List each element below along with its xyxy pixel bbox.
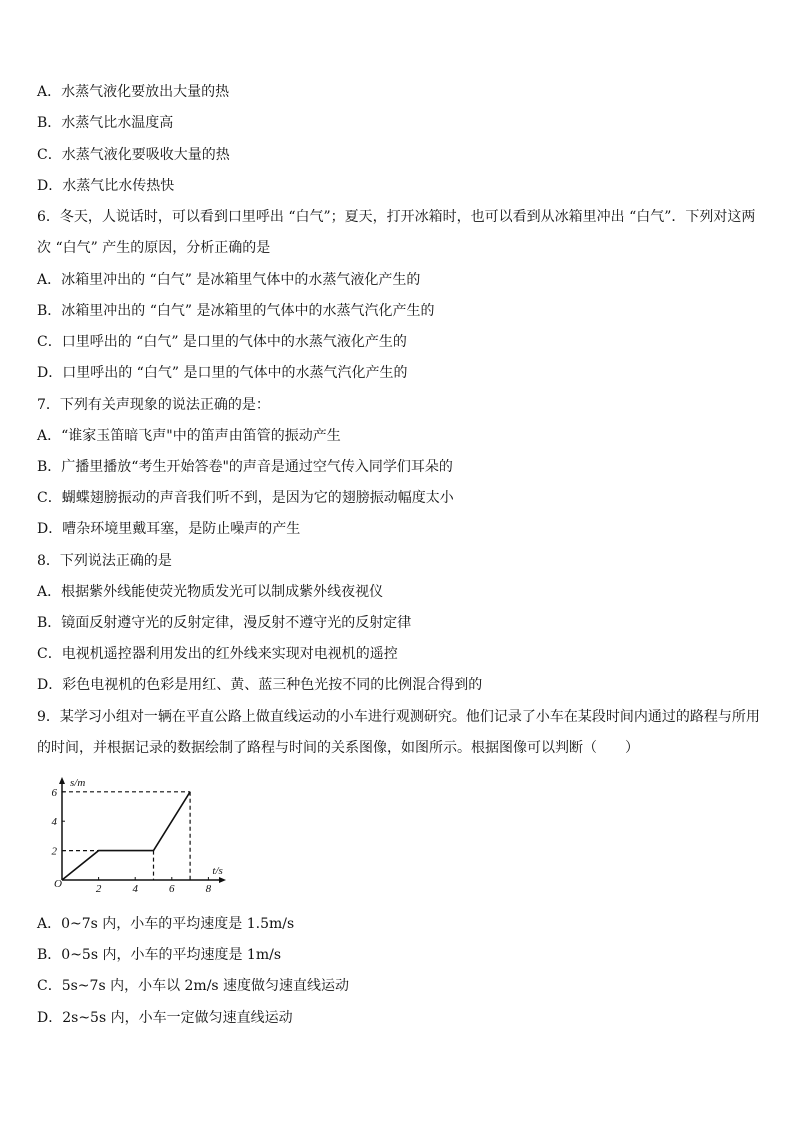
q7-option-d: D．嘈杂环境里戴耳塞，是防止噪声的产生 [37,521,301,537]
distance-time-graph [48,775,228,895]
q9-stem-line2: 的时间，并根据记录的数据绘制了路程与时间的关系图像，如图所示。根据图像可以判断（ ） [37,740,639,756]
q7-option-c: C．蝴蝶翅膀振动的声音我们听不到，是因为它的翅膀振动幅度太小 [37,490,454,506]
q5-option-d: D．水蒸气比水传热快 [37,178,175,194]
chart-labels [52,777,223,895]
chart-axes [59,777,226,883]
q8-option-d: D．彩色电视机的色彩是用红、黄、蓝三种色光按不同的比例混合得到的 [37,677,483,693]
q9-option-b: B．0~5s 内，小车的平均速度是 1m/s [37,947,282,963]
x-tick-label: 6 [169,883,175,895]
q8-option-c: C．电视机遥控器利用发出的红外线来实现对电视机的遥控 [37,646,398,662]
q7-option-a: A．“谁家玉笛暗飞声"中的笛声由笛管的振动产生 [37,428,341,444]
y-axis-label: s/m [70,777,86,789]
q6-option-b: B．冰箱里冲出的 “白气” 是冰箱里的气体中的水蒸气汽化产生的 [37,303,435,319]
q7-option-b: B．广播里播放“考生开始答卷"的声音是通过空气传入同学们耳朵的 [37,459,453,475]
q6-stem-line1: 6．冬天，人说话时，可以看到口里呼出 “白气”；夏天，打开冰箱时，也可以看到从冰箱里冲出 “白气”．下列对这两 [37,209,756,225]
q9-stem-line1: 9．某学习小组对一辆在平直公路上做直线运动的小车进行观测研究。他们记录了小车在某段时间内通过的路程与所用 [37,709,760,725]
x-tick-label: 4 [132,883,138,895]
y-tick-label: 4 [51,816,57,829]
q5-option-a: A．水蒸气液化要放出大量的热 [37,84,230,100]
q5-option-b: B．水蒸气比水温度高 [37,115,174,131]
x-tick-label: 8 [205,883,212,895]
q6-option-d: D．口里呼出的 “白气” 是口里的气体中的水蒸气汽化产生的 [37,365,408,381]
series-line [62,792,190,880]
q7-stem: 7．下列有关声现象的说法正确的是： [37,397,270,413]
q8-option-a: A．根据紫外线能使荧光物质发光可以制成紫外线夜视仪 [37,584,384,600]
q9-option-c: C．5s~7s 内，小车以 2m/s 速度做匀速直线运动 [37,978,350,994]
q8-stem: 8．下列说法正确的是 [37,553,172,569]
y-tick-label: 2 [51,845,57,858]
y-axis-arrow [59,777,65,784]
origin-label: O [54,878,62,890]
x-axis-arrow [219,877,226,883]
x-axis-label: t/s [212,865,223,877]
chart-guides [62,792,190,880]
q6-option-a: A．冰箱里冲出的 “白气” 是冰箱里气体中的水蒸气液化产生的 [37,272,421,288]
q5-option-c: C．水蒸气液化要吸收大量的热 [37,147,230,163]
q8-option-b: B．镜面反射遵守光的反射定律，漫反射不遵守光的反射定律 [37,615,412,631]
x-tick-label: 2 [95,883,102,895]
chart-series [62,792,190,880]
q9-option-a: A．0~7s 内，小车的平均速度是 1.5m/s [37,916,295,932]
q9-option-d: D．2s~5s 内，小车一定做匀速直线运动 [37,1010,293,1026]
y-tick-label: 6 [51,786,57,799]
q6-stem-line2: 次 “白气” 产生的原因，分析正确的是 [37,240,271,256]
q6-option-c: C．口里呼出的 “白气” 是口里的气体中的水蒸气液化产生的 [37,334,407,350]
